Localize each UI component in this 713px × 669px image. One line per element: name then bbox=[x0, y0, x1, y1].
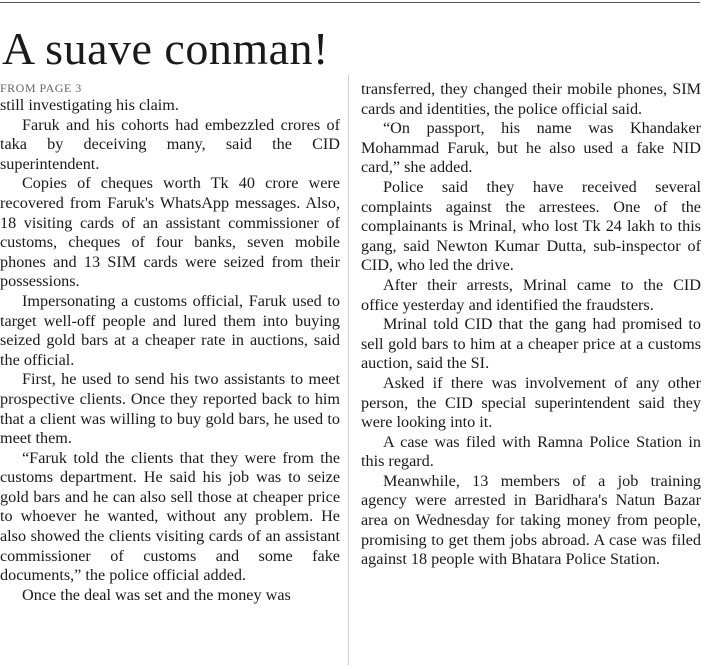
jump-line: FROM PAGE 3 bbox=[0, 81, 82, 95]
paragraph: Police said they have received several complaints against the arrestees. One of the complainants is Mrinal, who lost Tk 24 lakh to this gang, said Newton Kumar Dutta, sub-inspector of CID, who led the drive. bbox=[361, 177, 701, 275]
left-column bbox=[0, 96, 340, 605]
paragraph: A case was filed with Ramna Police Station in this regard. bbox=[361, 432, 701, 471]
headline: A suave conman! bbox=[2, 23, 329, 74]
paragraph: Mrinal told CID that the gang had promised to sell gold bars to him at a cheaper price at a customs auction, said the SI. bbox=[361, 315, 701, 373]
top-rule bbox=[0, 2, 700, 3]
paragraph: Asked if there was involvement of any other person, the CID special superintendent said they were looking into it. bbox=[361, 373, 701, 432]
paragraph: First, he used to send his two assistants to meet prospective clients. Once they reported back to him that a client was willing to buy gold bars, he used to meet them. bbox=[0, 370, 340, 448]
paragraph: Copies of cheques worth Tk 40 crore were recovered from Faruk's WhatsApp messages. Also, 18 visiting cards of an assistant commissioner of customs, cheques of four banks, seven mobile phones and 13 SIM cards were seized from their possessions. bbox=[0, 174, 340, 291]
paragraph: “On passport, his name was Khandaker Mohammad Faruk, but he also used a fake NID card,” she added. bbox=[361, 119, 701, 177]
right-column bbox=[361, 80, 701, 570]
column-divider bbox=[348, 75, 349, 665]
paragraph: Once the deal was set and the money was bbox=[22, 585, 291, 604]
paragraph: After their arrests, Mrinal came to the CID office yesterday and identified the fraudsters. bbox=[361, 275, 701, 314]
paragraph: Meanwhile, 13 members of a job training agency were arrested in Baridhara's Natun Bazar area on Wednesday for taking money from people, promising to get them jobs abroad. A case was filed against 18 people with Bhatara Police Station. bbox=[361, 471, 701, 569]
paragraph: still investigating his claim. bbox=[0, 96, 179, 114]
paragraph: Impersonating a customs official, Faruk used to target well-off people and lured them into buying seized gold bars at a cheaper rate in auctions, said the official. bbox=[0, 291, 340, 369]
paragraph: Faruk and his cohorts had embezzled crores of taka by deceiving many, said the CID superintendent. bbox=[0, 115, 340, 173]
paragraph: transferred, they changed their mobile phones, SIM cards and identities, the police official said. bbox=[361, 80, 701, 118]
paragraph: “Faruk told the clients that they were from the customs department. He said his job was to seize gold bars and he can also sell those at cheaper price to whoever he wanted, without any problem. He also showed the clients visiting cards of an assistant commissioner of customs and some fake documents,” the police official added. bbox=[0, 448, 340, 585]
